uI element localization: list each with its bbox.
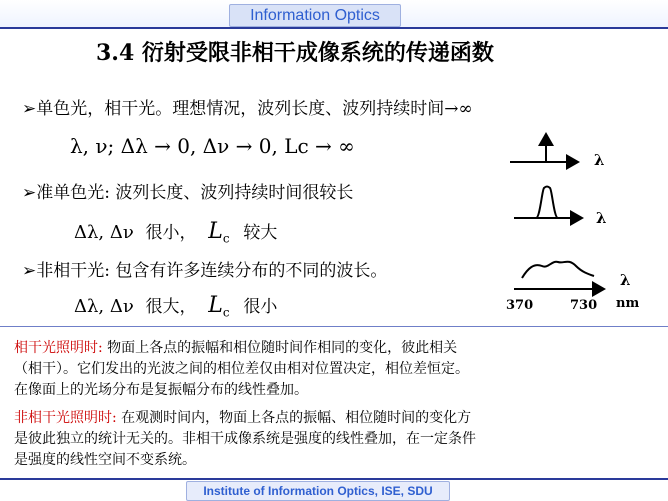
- lambda-label-2: λ: [596, 209, 607, 227]
- slide-title: 3.4 衍射受限非相干成像系统的传递函数: [96, 40, 494, 66]
- unit-label: nm: [616, 296, 640, 311]
- math-symbols: Δλ, Δν: [74, 222, 134, 243]
- incoherent-paragraph: [14, 408, 476, 471]
- bullet-monochromatic: [22, 94, 473, 119]
- header-tag: Information Optics: [229, 4, 401, 27]
- incoherent-label: 非相干光照明时:: [14, 410, 117, 426]
- coherent-line-3: 在像面上的光场分布是复振幅分布的线性叠加。: [14, 382, 308, 398]
- math-L: L: [208, 219, 223, 244]
- math-L-sub: c: [222, 231, 230, 246]
- math-text: 很小，: [145, 223, 197, 243]
- bullet-quasi-monochromatic: [22, 178, 353, 203]
- graph3-curve: [522, 262, 594, 278]
- math-text-end: 较大: [243, 223, 278, 243]
- bullet-marker-icon: ➢: [22, 183, 37, 203]
- bullet-marker-icon: ➢: [22, 99, 37, 119]
- math-text-end: 很小: [243, 297, 278, 317]
- math-line-2: [74, 218, 277, 246]
- delta-spectrum-graph: [510, 134, 578, 162]
- math-text: 很大，: [145, 297, 197, 317]
- bullet-text: 非相干光: 包含有许多连续分布的不同的波长。: [36, 261, 388, 281]
- math-line-3: [74, 292, 277, 320]
- footer-tag: Institute of Information Optics, ISE, SDU: [186, 481, 450, 501]
- graph2-peak: [536, 187, 558, 219]
- math-symbols: Δλ, Δν: [74, 296, 134, 317]
- coherent-line-1: 物面上各点的振幅和相位随时间作相同的变化，彼此相关: [102, 340, 458, 356]
- section-divider: [0, 326, 668, 327]
- math-L: L: [208, 293, 223, 318]
- spectrum-sketches: [500, 128, 660, 318]
- bullet-marker-icon: ➢: [22, 261, 37, 281]
- math-L-sub: c: [222, 305, 230, 320]
- x-start-label: 370: [506, 298, 534, 313]
- x-end-label: 730: [570, 298, 598, 313]
- coherent-paragraph: [14, 338, 469, 401]
- footer-rule: [0, 478, 668, 480]
- incoherent-line-2: 是彼此独立的统计无关的。非相干成像系统是强度的线性叠加，在一定条件: [14, 431, 476, 447]
- narrow-spectrum-graph: [514, 187, 582, 219]
- lambda-label-3: λ: [620, 271, 631, 289]
- coherent-line-2: （相干）。它们发出的光波之间的相位差仅由相对位置决定，相位差恒定。: [14, 361, 469, 377]
- math-line-1: λ, ν; Δλ → 0, Δν → 0, Lc → ∞: [70, 134, 355, 158]
- header-rule: [0, 27, 668, 29]
- bullet-text: 单色光，相干光。理想情况，波列长度、波列持续时间→∞: [36, 99, 473, 119]
- coherent-label: 相干光照明时:: [14, 340, 103, 356]
- broad-spectrum-graph: [514, 262, 604, 289]
- lambda-label-1: λ: [594, 151, 605, 169]
- incoherent-line-1: 在观测时间内，物面上各点的振幅、相位随时间的变化方: [116, 410, 472, 426]
- bullet-text: 准单色光: 波列长度、波列持续时间很较长: [36, 183, 354, 203]
- incoherent-line-3: 是强度的线性空间不变系统。: [14, 452, 196, 468]
- bullet-incoherent: [22, 256, 387, 281]
